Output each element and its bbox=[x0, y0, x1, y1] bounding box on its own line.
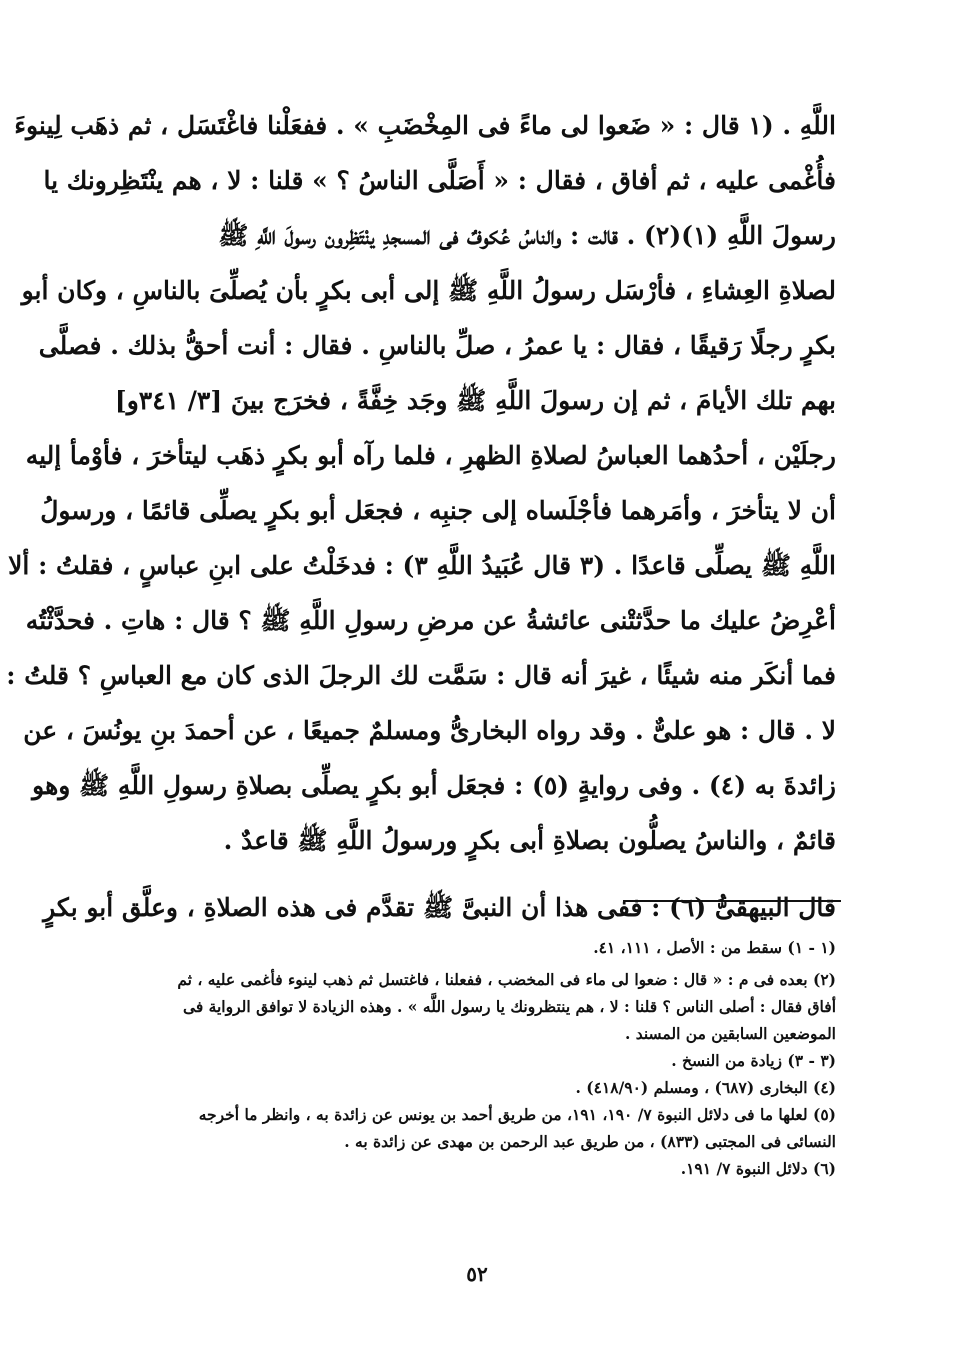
page-number: ٥٢ bbox=[466, 1262, 488, 1286]
text-line: لصلاةِ العِشاءِ ، فأرْسَل رسولُ اللَّهِ ﷺ إلى أبى بكرٍ بأن يُصلِّىَ بالناسِ ، وكان أبو bbox=[21, 276, 836, 305]
text-line: زائدةَ به (٤) . وفى روايةٍ (٥) : فجعَل أبو بكرٍ يصلِّى بصلاةِ رسولِ اللَّهِ ﷺ وهو bbox=[32, 771, 836, 800]
footnote-separator bbox=[623, 900, 841, 902]
footnote-line: (٤) البخارى (٦٨٧) ، ومسلم (٤١٨/٩٠) . bbox=[575, 1078, 836, 1097]
text-line: قائمٌ ، والناسُ يصلُّون بصلاةِ أبى بكرٍ ورسولُ اللَّهِ ﷺ قاعدٌ . bbox=[223, 826, 836, 855]
footnote-line: النسائى فى المجتبى (٨٣٣) ، من طريق عبد الرحمن بن مهدى عن زائدة به . bbox=[344, 1132, 836, 1151]
text-line: اللَّهِ ﷺ يصلِّى قاعدًا . (٣ قال عُبَيدُ اللَّهِ ٣) : فدخَلْتُ على ابنِ عباسٍ ، فقلتُ : ألا bbox=[8, 551, 836, 580]
text-line: بهم تلك الأيامَ ، ثم إن رسولَ اللَّهِ ﷺ وجَد خِفَّةً ، فخرَج بينَ [٣/ ٣٤١و] bbox=[114, 386, 836, 415]
text-line: فما أنكَر منه شيئًا ، غيرَ أنه قال : سَمَّت لك الرجلَ الذى كان مع العباسِ ؟ قلتُ : bbox=[6, 661, 836, 690]
text-line: فأُغْمى عليه ، ثم أفاق ، فقال : « أَصَلَّى الناسُ ؟ » قلنا : لا ، هم ينْتَظِرونك يا bbox=[43, 166, 836, 195]
footnote-line: (٢) بعده فى م : « قال : ضعوا لى ماء فى المخضب ، ففعلنا ، فاغتسل ثم ذهب لينوء فأغمى عليه ، ثم bbox=[177, 970, 836, 989]
main-text bbox=[6, 98, 836, 935]
text-line: أن لا يتأخرَ ، وأمَرهما فأجْلَساه إلى جنبِه ، فجعَل أبو بكرٍ يصلِّى قائمًا ، ورسولُ bbox=[40, 496, 836, 525]
text-line: لا . قال : هو علىٌّ . وقد رواه البخارىُّ ومسلمٌ جميعًا ، عن أحمدَ بنِ يونُسَ ، عن bbox=[23, 716, 836, 745]
footnote-line: أفاق فقال : أصلى الناس ؟ قلنا : لا ، هم ينتظرونك يا رسول اللَّه » . وهذه الزيادة لا توافق الرواية فى bbox=[182, 997, 836, 1016]
text-line-new-paragraph: قال البيهقىُّ (٦) : ففى هذا أن النبىَّ ﷺ تقدَّم فى هذه الصلاةِ ، وعلَّق أبو بكرٍ bbox=[43, 893, 836, 922]
footnote-line: (٦) دلائل النبوة ٧/ ١٩١. bbox=[680, 1159, 836, 1178]
footnotes bbox=[100, 930, 836, 1182]
text-line: بكرٍ رجلًا رَقيقًا ، فقال : يا عمرُ ، صلِّ بالناسِ . فقال : أنت أحقُّ بذلك . فصلَّى bbox=[38, 331, 836, 360]
text-line: أعْرِضُ عليك ما حدَّثتْنى عائشةُ عن مرضِ رسولِ اللَّهِ ﷺ ؟ قال : هاتِ . فحدَّثْتُه bbox=[25, 606, 836, 635]
text-line: رجلَيْن ، أحدُهما العباسُ لصلاةِ الظهرِ ، فلما رآه أبو بكرٍ ذهَب ليتأخرَ ، فأوْمأ إليه bbox=[25, 441, 836, 470]
footnote-line: الموضعين السابقين من المسند . bbox=[624, 1024, 836, 1043]
footnote-line: (٥) لعلها ما فى دلائل النبوة ٧/ ١٩٠، ١٩١، من طريق أحمد بن يونس عن زائدة به ، وانظر ما أخرجه bbox=[198, 1105, 836, 1124]
footnote-line: (١ - ١) سقط من : الأصل ، ١١١، ٤١. bbox=[593, 938, 836, 957]
footnote-line: (٣ - ٣) زيادة من النسخ . bbox=[671, 1051, 836, 1070]
text-line: اللَّهِ . (١ قال : « ضَعوا لى ماءً فى المِخْضَبِ » . ففعَلْنا فاغْتَسَل ، ثم ذهَب لِينوءَ bbox=[14, 111, 836, 140]
text-line: رسولَ اللَّهِ (١)(٢) . قالت : والناسُ عُكوفٌ فى المسجدِ ينْتَظِرون رسولَ اللَّهِ ﷺ bbox=[218, 221, 836, 250]
